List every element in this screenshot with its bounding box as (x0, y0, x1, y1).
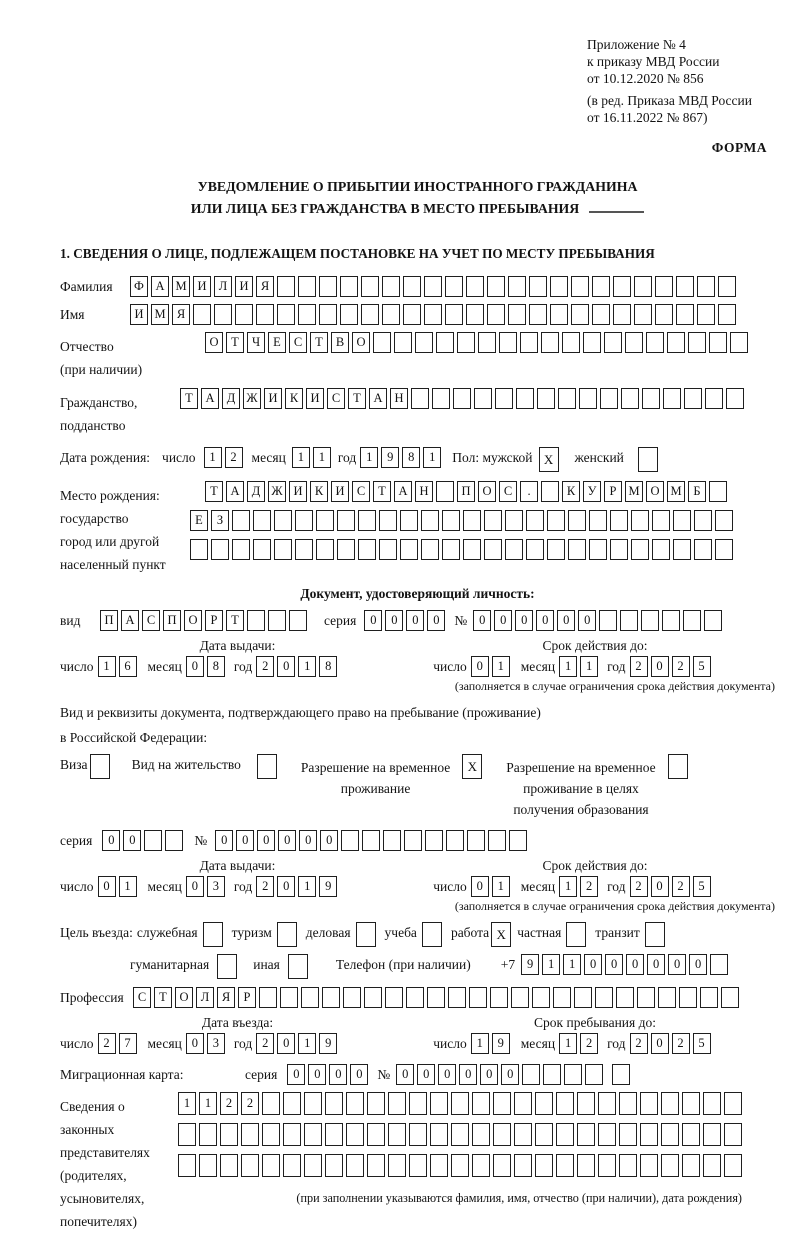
purpose-option-study: учеба (385, 922, 442, 947)
residence-serial-row (60, 830, 775, 851)
birthplace-row2-cells[interactable]: Е З (190, 510, 736, 531)
profession-row (60, 987, 775, 1008)
firstname-cells[interactable]: И М Я (130, 304, 739, 325)
entry-date-group: число 2 7 месяц 0 3 год 2 0 1 9 (60, 1033, 340, 1054)
residence-issue-year[interactable]: 2 0 1 9 (256, 876, 340, 897)
representatives-label: Сведения о законных представителях (родителях, усыновителях, попечителях) (60, 1099, 150, 1229)
entry-date-label: Дата въезда: (201, 1015, 274, 1030)
doc-number-label: № (454, 613, 468, 628)
appendix-line: к приказу МВД России (587, 54, 720, 69)
purpose-option-private: частная (517, 922, 586, 947)
birthdate-month-label: месяц (251, 450, 286, 465)
residence-validity-note: (заполняется в случае ограничения срока действия документа) (454, 899, 775, 913)
residence-dates-row (60, 876, 775, 897)
birthdate-row (60, 447, 775, 472)
doc-valid-month[interactable]: 1 1 (559, 656, 601, 677)
identity-doc-heading: Документ, удостоверяющий личность: (300, 586, 535, 601)
birthdate-month-cells[interactable]: 1 1 (292, 447, 334, 468)
birthdate-day-label: число (162, 450, 196, 465)
doc-valid-day[interactable]: 0 1 (471, 656, 513, 677)
entry-date-labels (60, 1015, 775, 1031)
page-title (60, 176, 775, 220)
appendix-block (587, 36, 775, 126)
migration-series-cells[interactable]: 0 0 0 0 (287, 1064, 371, 1085)
doc-valid-group: число 0 1 месяц 1 1 год 2 0 2 5 (433, 656, 713, 677)
sex-female-label: женский (574, 450, 624, 465)
temp-residence-edu-checkbox[interactable] (668, 754, 688, 779)
migration-number-label: № (377, 1067, 391, 1082)
stay-until-group: число 1 9 месяц 1 2 год 2 0 2 5 (433, 1033, 713, 1054)
appendix-line: от 10.12.2020 № 856 (587, 71, 704, 86)
doc-series-label: серия (324, 613, 357, 628)
residence-permits-row (60, 754, 775, 820)
citizenship-cells[interactable]: Т А Д Ж И К И С Т А Н (180, 388, 747, 409)
stay-month[interactable]: 1 2 (559, 1033, 601, 1054)
amendment-line: (в ред. Приказа МВД России (587, 93, 752, 108)
residence-doc-line1: Вид и реквизиты документа, подтверждающего право на пребывание (проживание) (60, 705, 541, 720)
birthdate-label: Дата рождения: (60, 450, 151, 465)
birthdate-day-cells[interactable]: 1 2 (204, 447, 246, 468)
amendment-line: от 16.11.2022 № 867) (587, 110, 708, 125)
residence-permit-option: Вид на жительство (132, 754, 277, 779)
visa-checkbox[interactable] (90, 754, 110, 779)
stay-year[interactable]: 2 0 2 5 (630, 1033, 714, 1054)
purpose-option-business: деловая (306, 922, 376, 947)
purpose-business-checkbox[interactable] (356, 922, 376, 947)
title-underline (589, 211, 644, 213)
doc-date-labels (60, 638, 775, 654)
purpose-tourism-checkbox[interactable] (277, 922, 297, 947)
migration-series-label: серия (245, 1067, 278, 1082)
purpose-row-1 (60, 922, 775, 947)
phone-cells[interactable]: 9 1 1 0 0 0 0 0 0 (521, 954, 731, 975)
birthplace-row3-cells[interactable] (190, 539, 736, 560)
residence-valid-month[interactable]: 1 2 (559, 876, 601, 897)
representatives-row1-cells[interactable]: 1 1 2 2 (178, 1092, 745, 1115)
phone-prefix: +7 (500, 957, 516, 972)
purpose-transit-checkbox[interactable] (645, 922, 665, 947)
appendix-line: Приложение № 4 (587, 37, 686, 52)
surname-cells[interactable]: Ф А М И Л И Я (130, 276, 739, 297)
section1-heading: 1. СВЕДЕНИЯ О ЛИЦЕ, ПОДЛЕЖАЩЕМ ПОСТАНОВКЕ НА УЧЕТ ПО МЕСТУ ПРЕБЫВАНИЯ (60, 246, 655, 261)
residence-valid-group: число 0 1 месяц 1 2 год 2 0 2 5 (433, 876, 713, 897)
purpose-option-transit: транзит (595, 922, 665, 947)
temp-residence-edu-option (506, 754, 687, 820)
sex-female-checkbox[interactable] (638, 447, 658, 472)
residence-issue-group: число 0 1 месяц 0 3 год 2 0 1 9 (60, 876, 340, 897)
representatives-note: (при заполнении указываются фамилия, имя, отчество (при наличии), дата рождения) (296, 1191, 742, 1205)
residence-valid-day[interactable]: 0 1 (471, 876, 513, 897)
purpose-option-other: иная (253, 954, 308, 979)
citizenship-label: Гражданство, подданство (60, 395, 138, 433)
sex-label: Пол: мужской (452, 450, 533, 465)
migration-number-cells[interactable]: 0 0 0 0 0 0 (396, 1064, 633, 1085)
birthdate-year-cells[interactable]: 1 9 8 1 (360, 447, 444, 468)
purpose-other-checkbox[interactable] (288, 954, 308, 979)
residence-number-label: № (194, 833, 208, 848)
doc-valid-year[interactable]: 2 0 2 5 (630, 656, 714, 677)
firstname-row (60, 304, 775, 325)
purpose-option-humanitarian: гуманитарная (130, 954, 237, 979)
purpose-private-checkbox[interactable] (566, 922, 586, 947)
doc-type-row (60, 610, 775, 631)
doc-issue-day[interactable]: 1 6 (98, 656, 140, 677)
purpose-row-2 (60, 954, 775, 979)
entry-dates-row (60, 1033, 775, 1054)
representatives-rows (178, 1092, 745, 1206)
purpose-option-tourism: туризм (232, 922, 297, 947)
purpose-label: Цель въезда: (60, 925, 133, 940)
temp-residence-label: Разрешение на временное проживание (300, 760, 451, 796)
purpose-option-work: работа X (451, 922, 511, 947)
residence-issue-month[interactable]: 0 3 (186, 876, 228, 897)
purpose-option-service: служебная (137, 922, 223, 947)
profession-cells[interactable]: С Т О Л Я Р (133, 987, 742, 1008)
phone-label: Телефон (при наличии) (335, 957, 471, 972)
doc-issue-label: Дата выдачи: (199, 638, 276, 653)
surname-row (60, 276, 775, 297)
firstname-label: Имя (60, 307, 85, 322)
residence-issue-label: Дата выдачи: (199, 858, 276, 873)
migration-card-label: Миграционная карта: (60, 1067, 184, 1082)
temp-residence-checkbox[interactable]: X (462, 754, 482, 779)
doc-type-cells[interactable]: П А С П О Р Т (100, 610, 310, 631)
residence-number-cells[interactable]: 0 0 0 0 0 0 (215, 830, 530, 851)
entry-year[interactable]: 2 0 1 9 (256, 1033, 340, 1054)
doc-series-cells[interactable]: 0 0 0 0 (364, 610, 448, 631)
representatives-row2-cells[interactable] (178, 1123, 745, 1146)
doc-issue-group: число 1 6 месяц 0 8 год 2 0 1 8 (60, 656, 340, 677)
patronymic-cells[interactable]: О Т Ч Е С Т В О (205, 332, 751, 353)
residence-issue-day[interactable]: 0 1 (98, 876, 140, 897)
temp-residence-edu-label: Разрешение на временное проживание в целях получения образования (506, 760, 656, 817)
stay-day[interactable]: 1 9 (471, 1033, 513, 1054)
temp-residence-option (301, 754, 482, 799)
entry-day[interactable]: 2 7 (98, 1033, 140, 1054)
entry-month[interactable]: 0 3 (186, 1033, 228, 1054)
birthplace-rows (190, 481, 736, 560)
residence-series-cells[interactable]: 0 0 (102, 830, 186, 851)
patronymic-label: Отчество (при наличии) (60, 339, 143, 377)
residence-valid-label: Срок действия до: (542, 858, 648, 873)
representatives-row3-cells[interactable] (178, 1154, 745, 1177)
purpose-service-checkbox[interactable] (203, 922, 223, 947)
migration-card-row (60, 1064, 775, 1085)
residence-series-label: серия (60, 833, 93, 848)
doc-issue-month[interactable]: 0 8 (186, 656, 228, 677)
birthplace-block (60, 481, 775, 576)
doc-dates-row (60, 656, 775, 677)
residence-date-labels (60, 858, 775, 874)
title-line-2: ИЛИ ЛИЦА БЕЗ ГРАЖДАНСТВА В МЕСТО ПРЕБЫВАНИЯ (60, 198, 775, 220)
purpose-humanitarian-checkbox[interactable] (217, 954, 237, 979)
doc-type-label: вид (60, 613, 81, 628)
visa-option: Виза (60, 754, 110, 779)
doc-number-cells[interactable]: 0 0 0 0 0 0 (473, 610, 725, 631)
purpose-study-checkbox[interactable] (422, 922, 442, 947)
surname-label: Фамилия (60, 279, 113, 294)
purpose-work-checkbox[interactable]: X (491, 922, 511, 947)
residence-valid-year[interactable]: 2 0 2 5 (630, 876, 714, 897)
citizenship-row (60, 388, 775, 437)
stay-until-label: Срок пребывания до: (534, 1015, 656, 1030)
doc-validity-note: (заполняется в случае ограничения срока действия документа) (454, 679, 775, 693)
title-line-1: УВЕДОМЛЕНИЕ О ПРИБЫТИИ ИНОСТРАННОГО ГРАЖДАНИНА (197, 179, 638, 194)
birthplace-row1-cells[interactable]: Т А Д Ж И К И С Т А Н П О С . К У Р М О М Б (205, 481, 736, 502)
form-label: ФОРМА (711, 140, 767, 155)
patronymic-row (60, 332, 775, 381)
birthdate-year-label: год (337, 450, 357, 465)
doc-valid-label: Срок действия до: (542, 638, 648, 653)
birthplace-label: Место рождения: государство город или другой населенный пункт (60, 488, 166, 572)
residence-permit-checkbox[interactable] (257, 754, 277, 779)
sex-male-checkbox[interactable]: X (539, 447, 559, 472)
profession-label: Профессия (60, 990, 124, 1005)
doc-issue-year[interactable]: 2 0 1 8 (256, 656, 340, 677)
residence-doc-line2: в Российской Федерации: (60, 730, 208, 745)
